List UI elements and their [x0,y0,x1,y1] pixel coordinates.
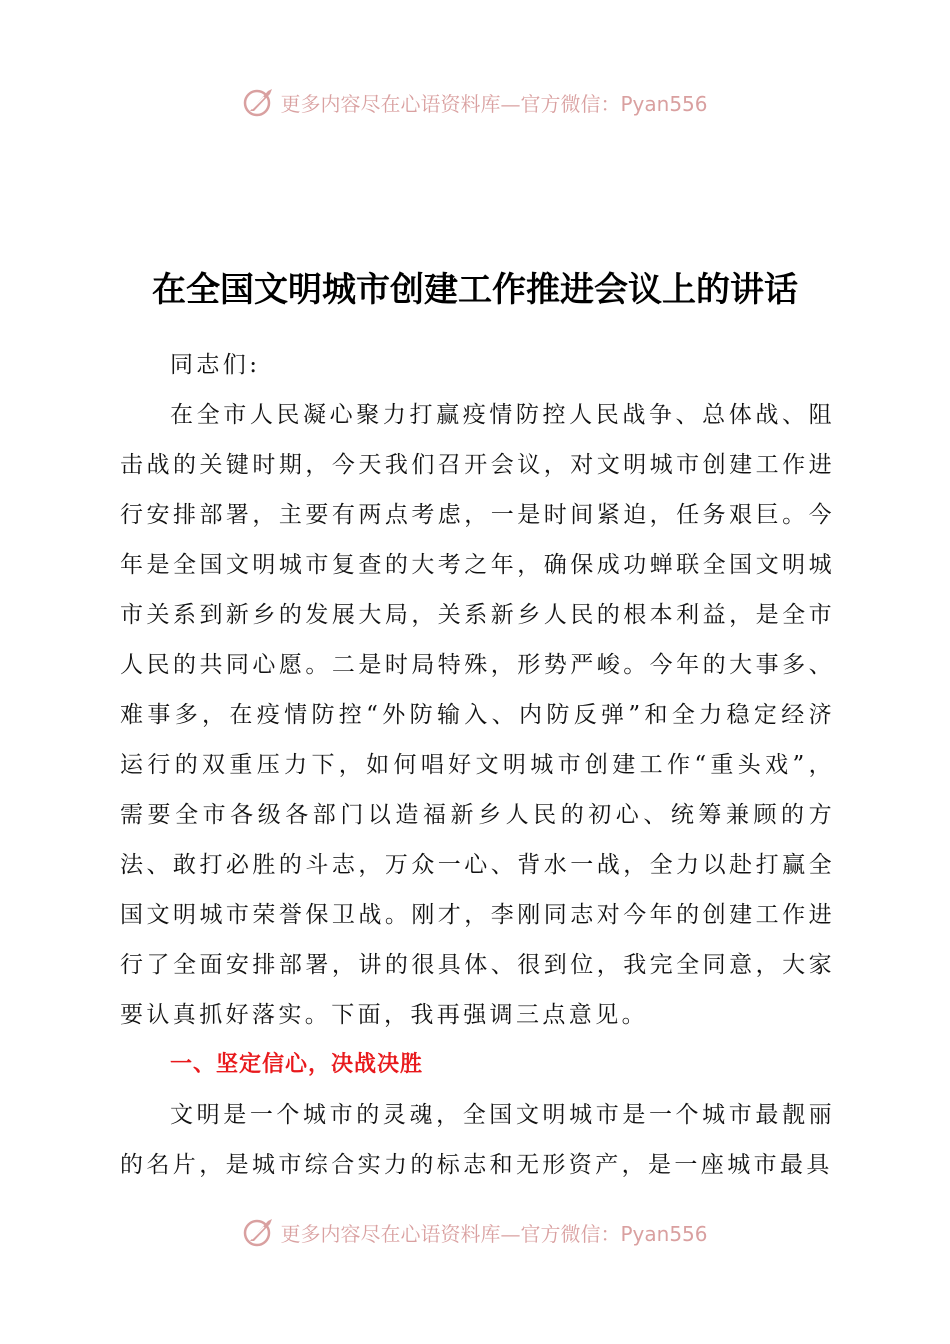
greeting: 同志们: [170,352,261,378]
paragraph-1: 在全市人民凝心聚力打赢疫情防控人民战争、总体战、阻击战的关键时期，今天我们召开会议，对文明城市创建工作进行安排部署，主要有两点考虑，一是时间紧迫，任务艰巨。今年是全国文明城市复查的大考之年，确保成功蝉联全国文明城市关系到新乡的发展大局，关系新乡人民的根本利益，是全市人民的共同心愿。二是时局特殊，形势严峻。今年的大事多、难事多，在疫情防控“外防输入、内防反弹”和全力稳定经济运行的双重压力下，如何唱好文明城市创建工作“重头戏”，需要全市各级各部门以造福新乡人民的初心、统筹兼顾的方法、敢打必胜的斗志，万众一心、背水一战，全力以赴打赢全国文明城市荣誉保卫战。刚才，李刚同志对今年的创建工作进行了全面安排部署，讲的很具体、很到位，我完全同意，大家要认真抓好落实。下面，我再强调三点意见。 [120,402,835,1028]
watermark-footer [0,1212,950,1252]
paragraph-2: 文明是一个城市的灵魂，全国文明城市是一个城市最靓丽的名片，是城市综合实力的标志和无形资产，是一座城市最具 [120,1102,835,1178]
document-title: 在全国文明城市创建工作推进会议上的讲话 [152,270,798,310]
watermark-text: 更多内容尽在心语资料库—官方微信：Pyan556 [280,91,708,116]
document-body [120,340,835,1190]
section-heading-1: 一、坚定信心，决战决胜 [170,1052,424,1077]
quill-logo-icon [242,85,276,119]
quill-logo-icon [242,1215,276,1249]
watermark-id: Pyan556 [620,91,708,116]
watermark-id: Pyan556 [620,1221,708,1246]
watermark-header [0,82,950,122]
watermark-text: 更多内容尽在心语资料库—官方微信：Pyan556 [280,1221,708,1246]
